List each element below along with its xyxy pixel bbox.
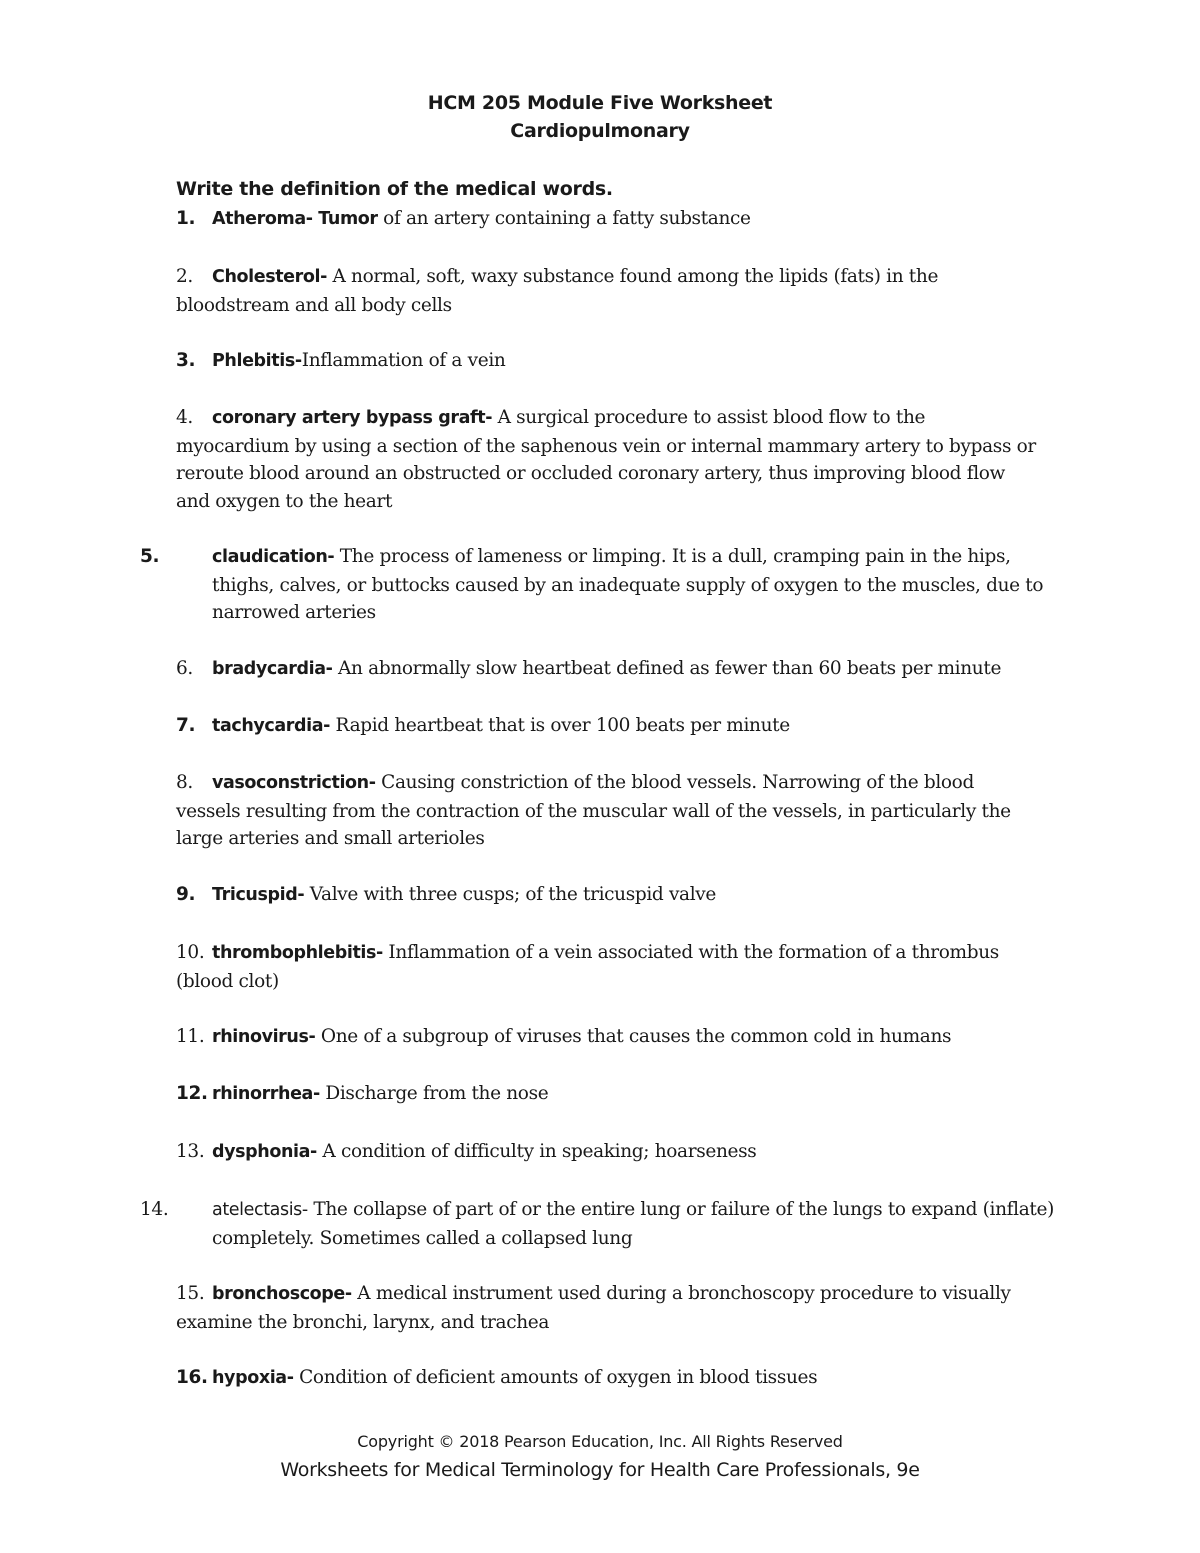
entry-definition: The collapse of part of or the entire lung or failure of the lungs to expand (inflate) completely. Sometimes called a collapsed lung	[212, 1199, 1054, 1249]
entry-term: hypoxia-	[212, 1368, 294, 1388]
entry-number: 5.	[140, 546, 160, 567]
entry-1	[176, 205, 1036, 234]
worksheet-subtitle: Cardiopulmonary	[510, 120, 690, 142]
entry-definition: The process of lameness or limping. It is a dull, cramping pain in the hips, thighs, calves, or buttocks caused by an inadequate supply of oxygen to the muscles, due to narrowed arteries	[212, 546, 1044, 623]
entry-definition: Causing constriction of the blood vessels. Narrowing of the blood vessels resulting from the contraction of the muscular wall of the vessels, in particularly the large arteries and small arterioles	[176, 772, 1011, 849]
entry-number: 2.	[176, 266, 193, 287]
entry-12	[176, 1080, 1036, 1109]
entry-number: 3.	[176, 350, 196, 371]
entry-term: Phlebitis-	[212, 351, 302, 371]
entry-number: 9.	[176, 884, 196, 905]
entry-5	[140, 543, 1072, 627]
instructions: Write the definition of the medical words.	[176, 178, 613, 200]
entry-term: thrombophlebitis-	[212, 943, 383, 963]
entry-8	[176, 769, 1036, 853]
entry-number: 16.	[176, 1367, 208, 1388]
entry-definition: An abnormally slow heartbeat defined as fewer than 60 beats per minute	[332, 658, 1002, 679]
worksheet-title: HCM 205 Module Five Worksheet	[427, 92, 773, 114]
entry-term: coronary artery bypass graft-	[212, 408, 493, 428]
entry-term: tachycardia-	[212, 716, 331, 736]
entry-number: 8.	[176, 772, 193, 793]
entry-9	[176, 881, 1036, 910]
entry-definition: A condition of difficulty in speaking; hoarseness	[316, 1141, 757, 1162]
footer-copyright: Copyright © 2018 Pearson Education, Inc. All Rights Reserved	[357, 1432, 843, 1451]
entry-term: atelectasis-	[212, 1200, 308, 1220]
entry-number: 15.	[176, 1283, 205, 1304]
entry-number: 14.	[140, 1199, 169, 1220]
entry-16	[176, 1364, 1036, 1393]
entry-term: Atheroma- Tumor	[212, 209, 378, 229]
entry-7	[176, 712, 1036, 741]
entry-definition: of an artery containing a fatty substance	[377, 208, 751, 229]
entry-14	[140, 1196, 1072, 1252]
entry-number: 1.	[176, 208, 196, 229]
entry-number: 11.	[176, 1026, 205, 1047]
entry-definition: Valve with three cusps; of the tricuspid valve	[304, 884, 716, 905]
entry-definition: Inflammation of a vein	[301, 350, 506, 371]
entry-term: Tricuspid-	[212, 885, 305, 905]
entry-term: claudication-	[212, 547, 335, 567]
entry-3	[176, 347, 1036, 376]
entry-term: Cholesterol-	[212, 267, 327, 287]
entry-11	[176, 1023, 1036, 1052]
entry-definition: Condition of deficient amounts of oxygen in blood tissues	[293, 1367, 818, 1388]
entry-number: 13.	[176, 1141, 205, 1162]
entry-10	[176, 939, 1036, 995]
entry-number: 6.	[176, 658, 193, 679]
entry-definition: A normal, soft, waxy substance found among the lipids (fats) in the bloodstream and all body cells	[176, 266, 939, 316]
entry-13	[176, 1138, 1036, 1167]
footer-book-title: Worksheets for Medical Terminology for Health Care Professionals, 9e	[280, 1459, 920, 1481]
entry-2	[176, 263, 1036, 319]
entry-term: rhinorrhea-	[212, 1084, 320, 1104]
entry-6	[176, 655, 1036, 684]
entry-15	[176, 1280, 1036, 1336]
entry-definition: Rapid heartbeat that is over 100 beats per minute	[330, 715, 790, 736]
entry-term: vasoconstriction-	[212, 773, 376, 793]
entry-number: 10.	[176, 942, 205, 963]
entry-term: bradycardia-	[212, 659, 333, 679]
entry-definition: One of a subgroup of viruses that causes the common cold in humans	[315, 1026, 952, 1047]
entry-4	[176, 404, 1036, 515]
entry-term: bronchoscope-	[212, 1284, 352, 1304]
entry-number: 4.	[176, 407, 193, 428]
entry-term: dysphonia-	[212, 1142, 317, 1162]
entry-number: 7.	[176, 715, 196, 736]
entry-definition: Inflammation of a vein associated with the formation of a thrombus (blood clot)	[176, 942, 999, 992]
entry-number: 12.	[176, 1083, 208, 1104]
entry-definition: Discharge from the nose	[319, 1083, 549, 1104]
entry-definition: A medical instrument used during a bronchoscopy procedure to visually examine the bronchi, larynx, and trachea	[176, 1283, 1011, 1333]
entry-definition: A surgical procedure to assist blood flow to the myocardium by using a section of the saphenous vein or internal mammary artery to bypass or reroute blood around an obstructed or occluded coronary artery, thus improving blood flow and oxygen to the heart	[176, 407, 1036, 512]
entry-term: rhinovirus-	[212, 1027, 316, 1047]
